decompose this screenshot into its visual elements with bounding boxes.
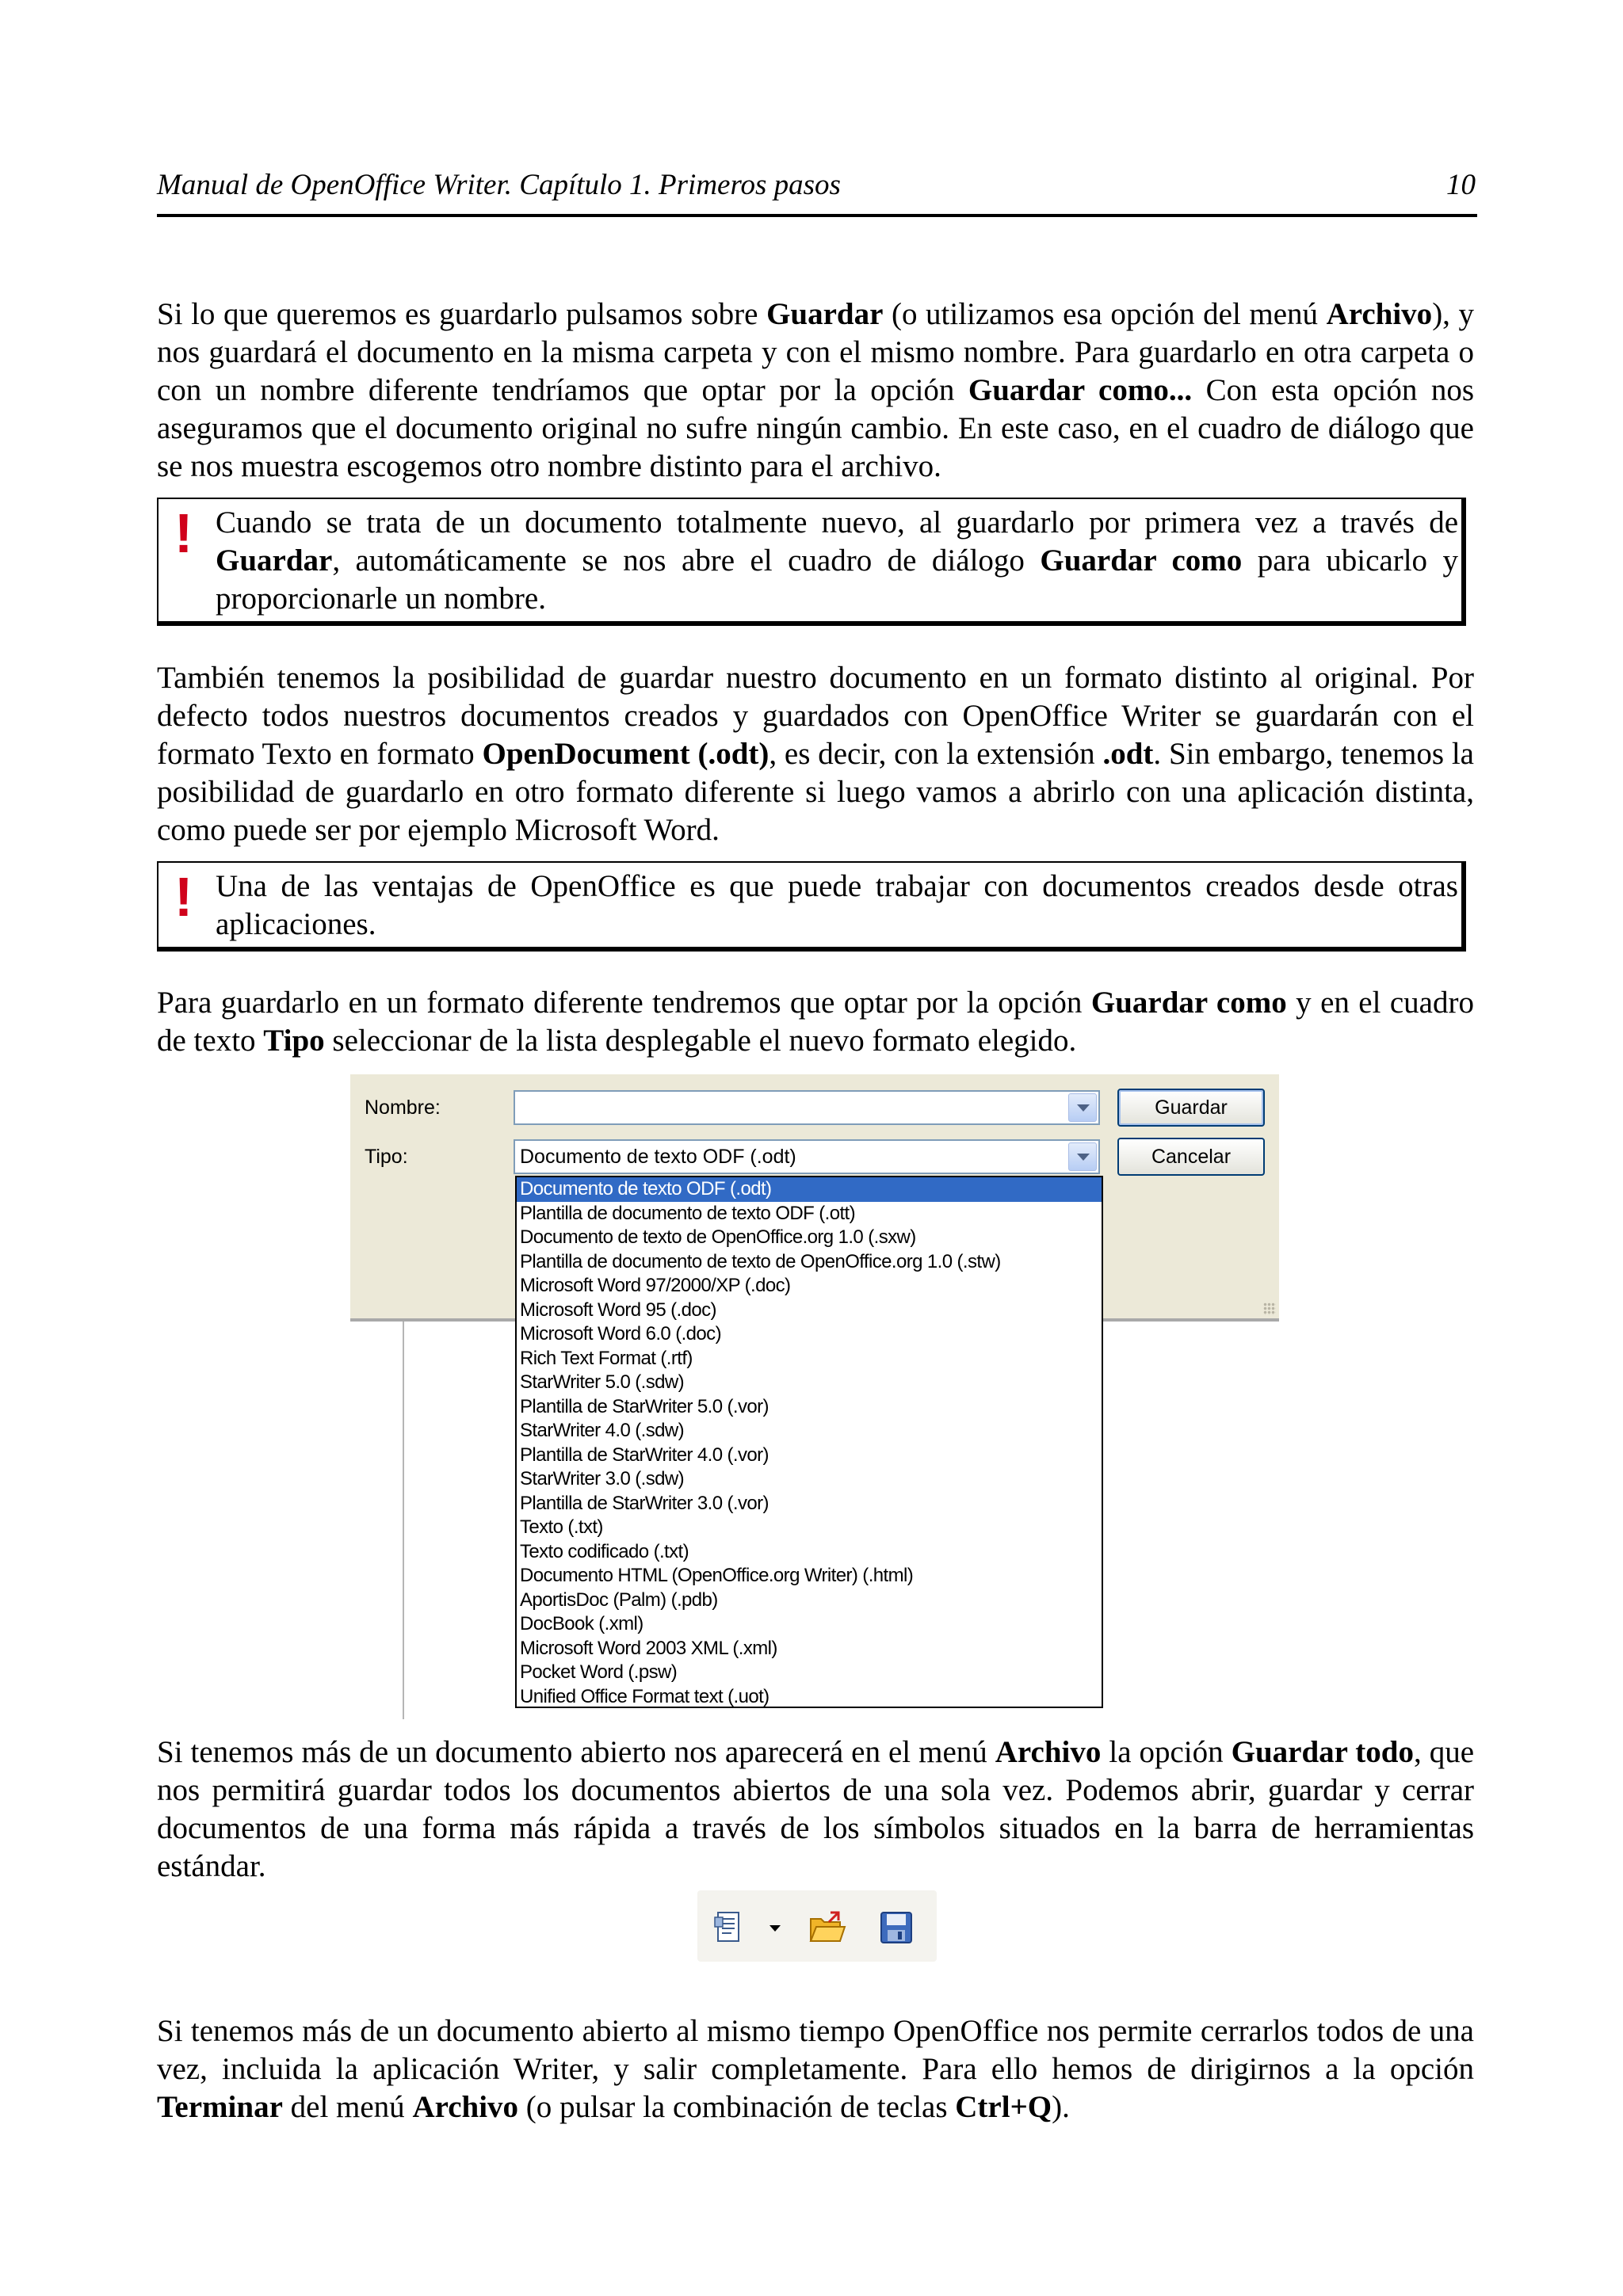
type-value: Documento de texto ODF (.odt) — [520, 1146, 796, 1168]
bold-text: Archivo — [412, 2090, 519, 2124]
paragraph-save — [157, 296, 1474, 486]
bold-text: Ctrl+Q — [955, 2090, 1052, 2124]
text: , que nos permitirá guardar todos los documentos abiertos de una sola vez. Podemos abrir, guardar y cerrar documentos de una forma más rápida a través de los símbolos situados en la barra de herramientas estándar. — [157, 1735, 1475, 1883]
text: , automáticamente se nos abre el cuadro de diálogo — [332, 543, 1041, 578]
dropdown-option[interactable]: Documento de texto de OpenOffice.org 1.0 (.sxw) — [520, 1226, 916, 1248]
text: y en el cuadro de texto — [157, 986, 1474, 1058]
bold-text: Guardar todo — [1231, 1735, 1414, 1769]
type-label: Tipo: — [365, 1146, 408, 1168]
dropdown-option[interactable]: StarWriter 4.0 (.sdw) — [520, 1420, 684, 1441]
save-button[interactable]: Guardar — [1117, 1089, 1265, 1127]
cancel-button[interactable]: Cancelar — [1117, 1138, 1265, 1176]
bold-text: Archivo — [1326, 297, 1433, 331]
page-header — [157, 168, 1477, 217]
open-folder-icon[interactable] — [807, 1908, 846, 1947]
dropdown-option[interactable]: Plantilla de documento de texto de OpenOffice.org 1.0 (.stw) — [520, 1250, 1001, 1272]
text: Si tenemos más de un documento abierto al mismo tiempo OpenOffice nos permite cerrarlos todos de una vez, incluida la aplicación Writer, y salir completamente. Para ello hemos de dirigirnos a la opción — [157, 2014, 1474, 2086]
text: . Sin embargo, tenemos la posibilidad de guardarlo en otro formato diferente si luego vamos a abrirlo con una aplicación distinta, como puede ser por ejemplo Microsoft Word. — [157, 737, 1474, 847]
dropdown-arrow-icon[interactable] — [767, 1908, 783, 1947]
name-combobox[interactable] — [514, 1090, 1100, 1125]
type-dropdown-list[interactable] — [515, 1176, 1103, 1708]
dropdown-option[interactable]: Microsoft Word 2003 XML (.xml) — [520, 1637, 777, 1659]
dropdown-option[interactable]: Documento de texto ODF (.odt) — [517, 1177, 1102, 1202]
text: Si tenemos más de un documento abierto nos aparecerá en el menú — [157, 1735, 995, 1769]
bold-text: .odt — [1102, 737, 1154, 771]
warning-icon: ! — [174, 502, 193, 564]
note-box-compatibility — [157, 861, 1466, 952]
dropdown-option[interactable]: DocBook (.xml) — [520, 1613, 643, 1634]
paragraph-save-all — [157, 1733, 1474, 1886]
dropdown-option[interactable]: Unified Office Format text (.uot) — [520, 1685, 769, 1707]
chevron-down-icon[interactable] — [1068, 1142, 1097, 1171]
bold-text: Guardar como — [1090, 986, 1287, 1020]
dropdown-option[interactable]: Plantilla de documento de texto ODF (.ott) — [520, 1202, 856, 1224]
note-text — [216, 504, 1458, 618]
new-document-icon[interactable] — [710, 1908, 750, 1947]
dropdown-option[interactable]: Rich Text Format (.rtf) — [520, 1347, 693, 1369]
text: Cuando se trata de un documento totalmente nuevo, al guardarlo por primera vez a través de — [216, 505, 1458, 540]
dropdown-option[interactable]: StarWriter 5.0 (.sdw) — [520, 1371, 684, 1393]
bold-text: Tipo — [263, 1024, 325, 1058]
text: , es decir, con la extensión — [769, 737, 1103, 771]
warning-icon: ! — [174, 866, 193, 928]
note-box-new-document — [157, 498, 1466, 626]
dropdown-option[interactable]: Microsoft Word 6.0 (.doc) — [520, 1323, 721, 1344]
paragraph-save-as — [157, 984, 1474, 1060]
dropdown-option[interactable]: AportisDoc (Palm) (.pdb) — [520, 1589, 718, 1611]
text: (o utilizamos esa opción del menú — [883, 297, 1327, 331]
bold-text: Guardar — [216, 543, 333, 578]
chevron-down-icon[interactable] — [1068, 1093, 1097, 1122]
type-combobox[interactable] — [514, 1139, 1100, 1174]
dropdown-option[interactable]: Texto codificado (.txt) — [520, 1540, 689, 1562]
paragraph-exit — [157, 2012, 1474, 2126]
dropdown-option[interactable]: Plantilla de StarWriter 3.0 (.vor) — [520, 1492, 769, 1514]
bold-text: Guardar como... — [968, 373, 1193, 407]
text: ). — [1052, 2090, 1070, 2124]
dropdown-option[interactable]: Texto (.txt) — [520, 1516, 603, 1538]
dropdown-option[interactable]: Microsoft Word 95 (.doc) — [520, 1299, 716, 1321]
standard-toolbar — [697, 1890, 937, 1962]
bold-text: Guardar como — [1040, 543, 1243, 578]
dropdown-option[interactable]: Plantilla de StarWriter 5.0 (.vor) — [520, 1395, 769, 1417]
header-title: Manual de OpenOffice Writer. Capítulo 1. Primeros pasos — [157, 169, 841, 201]
name-label: Nombre: — [365, 1097, 441, 1119]
paragraph-formats — [157, 659, 1474, 849]
dropdown-option[interactable]: Microsoft Word 97/2000/XP (.doc) — [520, 1275, 791, 1296]
text: la opción — [1101, 1735, 1232, 1769]
save-disk-icon[interactable] — [876, 1908, 916, 1947]
text: ), y nos guardará el documento en la misma carpeta y con el mismo nombre. Para guardarlo en otra carpeta o con un nombre diferente tendríamos que optar por la opción — [157, 297, 1474, 407]
text: del menú — [282, 2090, 413, 2124]
dropdown-option[interactable]: Documento HTML (OpenOffice.org Writer) (.html) — [520, 1565, 914, 1586]
dropdown-option[interactable]: StarWriter 3.0 (.sdw) — [520, 1468, 684, 1489]
dropdown-option[interactable]: Plantilla de StarWriter 4.0 (.vor) — [520, 1444, 769, 1466]
text: También tenemos la posibilidad de guardar nuestro documento en un formato distinto al original. Por defecto todos nuestros documentos creados y guardados con OpenOffice Writer se guardarán con el formato Texto en formato — [157, 661, 1474, 771]
resize-grip-icon[interactable] — [1263, 1302, 1276, 1315]
text: Con esta opción nos aseguramos que el documento original no sufre ningún cambio. En este caso, en el cuadro de diálogo que se nos muestra escogemos otro nombre distinto para el archivo. — [157, 373, 1474, 483]
text: seleccionar de la lista desplegable el nuevo formato elegido. — [324, 1024, 1077, 1058]
bold-text: Terminar — [157, 2090, 283, 2124]
dropdown-option[interactable]: Pocket Word (.psw) — [520, 1661, 678, 1683]
text: (o pulsar la combinación de teclas — [518, 2090, 956, 2124]
bold-text: Archivo — [995, 1735, 1102, 1769]
text: Si lo que queremos es guardarlo pulsamos sobre — [157, 297, 767, 331]
page-number: 10 — [1446, 169, 1476, 201]
text: Una de las ventajas de OpenOffice es que puede trabajar con documentos creados desde otras aplicaciones. — [216, 869, 1458, 941]
text: para ubicarlo y proporcionarle un nombre. — [216, 543, 1458, 616]
note-text — [216, 868, 1458, 944]
text: Para guardarlo en un formato diferente tendremos que optar por la opción — [157, 986, 1091, 1020]
bold-text: Guardar — [766, 297, 884, 331]
window-divider — [403, 1322, 404, 1719]
bold-text: OpenDocument (.odt) — [482, 737, 769, 771]
